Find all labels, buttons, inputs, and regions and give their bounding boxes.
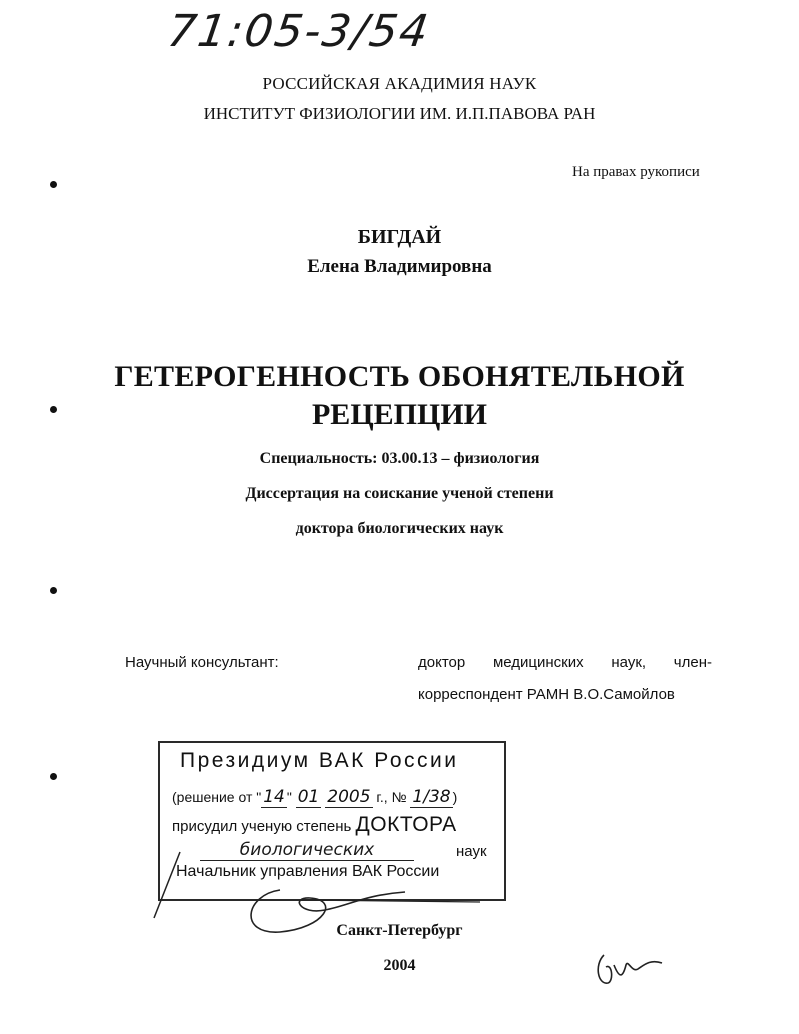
stamp-number: 1/38 — [412, 787, 451, 807]
rights-note: На правах рукописи — [572, 164, 700, 180]
stamp-awarded-prefix: присудил ученую степень — [172, 818, 352, 835]
stamp-month: 01 — [297, 787, 320, 807]
margin-mark — [50, 773, 57, 780]
author-surname: БИГДАЙ — [357, 226, 442, 248]
archive-code-handwritten: 71:05-3/54 — [164, 6, 434, 57]
consultant-line-2: корреспондент РАМН В.О.Самойлов — [418, 686, 675, 703]
stamp-title: Президиум ВАК России — [180, 749, 459, 772]
consultant-line-1: доктор медицинских наук, член- — [418, 654, 712, 671]
degree-statement: доктора биологических наук — [295, 520, 504, 537]
stamp-sciences: наук — [456, 843, 487, 860]
author-given-names: Елена Владимировна — [307, 256, 492, 277]
stamp-awarded — [172, 813, 457, 837]
stamp-head-title: Начальник управления ВАК России — [176, 863, 440, 880]
specialty: Специальность: 03.00.13 – физиология — [259, 450, 540, 467]
stamp-decision: (решение от " 14 " 01 2005 г., № 1/38 ) — [172, 787, 458, 807]
stamp-decision-prefix: (решение от — [172, 789, 253, 805]
city: Санкт-Петербург — [336, 922, 463, 939]
stamp-field-handwritten: биологических — [200, 840, 414, 861]
margin-mark — [50, 181, 57, 188]
academy-name: РОССИЙСКАЯ АКАДИМИЯ НАУК — [262, 74, 537, 93]
dissertation-statement: Диссертация на соискание ученой степени — [245, 485, 554, 502]
margin-mark — [50, 587, 57, 594]
stamp-day: 14 — [263, 787, 285, 807]
thesis-title-line-2: РЕЦЕПЦИИ — [311, 398, 488, 431]
stamp-awarded-degree: ДОКТОРА — [355, 813, 457, 836]
consultant-label: Научный консультант: — [125, 654, 279, 671]
institute-name: ИНСТИТУТ ФИЗИОЛОГИИ ИМ. И.П.ПАВОВА РАН — [203, 104, 596, 123]
year: 2004 — [383, 957, 416, 974]
stamp-year-suffix: г., № — [376, 789, 407, 805]
stamp-year: 2005 — [327, 787, 371, 807]
thesis-title-line-1: ГЕТЕРОГЕННОСТЬ ОБОНЯТЕЛЬНОЙ — [114, 360, 685, 393]
